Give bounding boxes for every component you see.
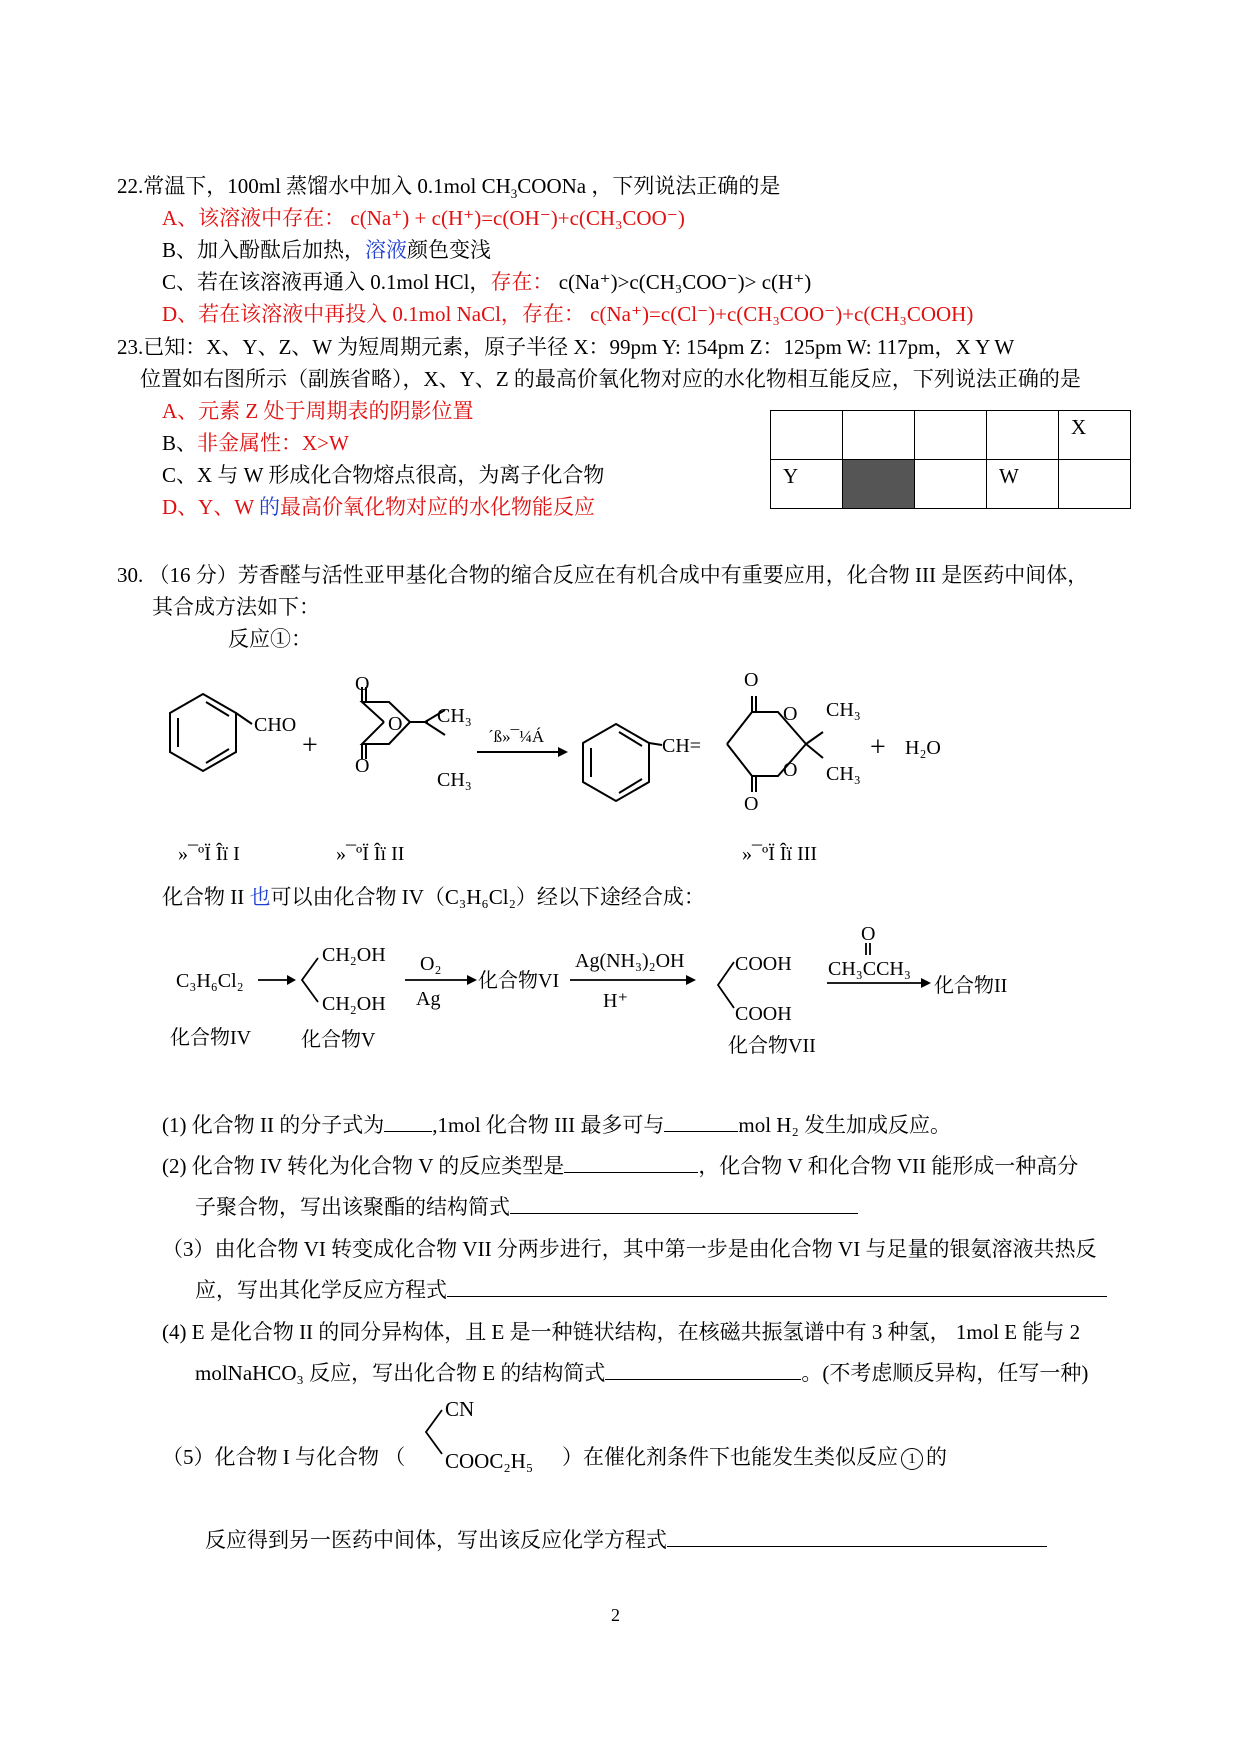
subq-1: (1) 化合物 II 的分子式为 ,1mol 化合物 III 最多可与 mol H₂ 发生加成反应。 bbox=[162, 1113, 952, 1137]
svg-text:Ag(NH₃)₂OH: Ag(NH₃)₂OH bbox=[575, 950, 685, 972]
svg-text:O: O bbox=[355, 755, 370, 777]
q23-option-b: B、非金属性：X>W bbox=[162, 431, 349, 455]
q22-option-a: A、该溶液中存在： c(Na⁺) + c(H⁺)=c(OH⁻)+c(CH₃COO⁻) bbox=[162, 206, 685, 230]
subq-4: (4) E 是化合物 II 的同分异构体，且 E 是一种链状结构，在核磁共振氢谱中有 3 种氢， 1mol E 能与 2 bbox=[162, 1320, 1081, 1344]
q22-option-d: D、若在该溶液中再投入 0.1mol NaCl，存在： c(Na⁺)=c(Cl⁻)+c(CH₃COO⁻)+c(CH₃COOH) bbox=[162, 302, 974, 326]
q23-stem-line1: 23.已知：X、Y、Z、W 为短周期元素，原子半径 X：99pm Y: 154pm Z：125pm W: 117pm，X Y W bbox=[117, 335, 1015, 359]
blank-2a[interactable] bbox=[564, 1152, 698, 1173]
svg-text:CN: CN bbox=[445, 1397, 475, 1421]
svg-text:化合物II: 化合物II bbox=[934, 975, 1008, 997]
subq-2: (2) 化合物 IV 转化为化合物 V 的反应类型是 ，化合物 V 和化合物 VII 能形成一种高分 bbox=[162, 1154, 1079, 1178]
svg-text:O: O bbox=[744, 669, 759, 691]
q23-option-d: D、Y、W 的最高价氧化物对应的水化物能反应 bbox=[162, 495, 596, 519]
q22-stem: 22.常温下，100ml 蒸馏水中加入 0.1mol $CH_3COONa$ ，下列说法正确的是 bbox=[117, 174, 781, 202]
label-compound-v: 化合物V bbox=[301, 1029, 376, 1051]
svg-text:化合物VI: 化合物VI bbox=[478, 970, 560, 992]
label-compound-iii: »¯ºÏ Îï III bbox=[742, 843, 818, 865]
cell-x: X bbox=[1059, 411, 1131, 460]
label-compound-iv: 化合物IV bbox=[170, 1027, 252, 1049]
svg-text:COOH: COOH bbox=[735, 1003, 792, 1025]
svg-text:O: O bbox=[388, 713, 403, 735]
blank-3[interactable] bbox=[447, 1276, 1107, 1297]
label-compound-ii: »¯ºÏ Îï II bbox=[336, 843, 405, 865]
catalyst-label: ´ß»¯¼Á bbox=[488, 727, 545, 746]
svg-text:CH=: CH= bbox=[662, 735, 702, 757]
route-intro: 化合物 II 也可以由化合物 IV（C₃H₆Cl₂）经以下途经合成： bbox=[162, 885, 705, 909]
subq-4-cont: molNaHCO₃ 反应，写出化合物 E 的结构简式 。(不考虑顺反异构，任写一种) bbox=[195, 1361, 1089, 1385]
q22-option-b: B、加入酚酞后加热，溶液颜色变浅 bbox=[162, 238, 492, 262]
svg-text:C₃H₆Cl₂: C₃H₆Cl₂ bbox=[176, 970, 244, 992]
reaction-scheme-2 bbox=[0, 920, 1241, 1070]
blank-4[interactable] bbox=[605, 1359, 801, 1380]
page-number: 2 bbox=[611, 1605, 620, 1625]
q23-option-c: C、X 与 W 形成化合物熔点很高，为离子化合物 bbox=[162, 463, 605, 487]
subq-5-tail: ）在催化剂条件下也能发生类似反应 1 的 bbox=[562, 1445, 947, 1469]
cho-label: CHO bbox=[254, 714, 297, 736]
blank-1b[interactable] bbox=[664, 1111, 738, 1132]
subq-5: （5）化合物 I 与化合物 （ bbox=[162, 1445, 406, 1469]
q22-option-c: C、若在该溶液再通入 0.1mol HCl，存在： c(Na⁺)>c(CH₃COO⁻)> c(H⁺) bbox=[162, 270, 812, 294]
blank-5[interactable] bbox=[667, 1526, 1047, 1547]
svg-text:COOH: COOH bbox=[735, 953, 792, 975]
label-compound-i: »¯ºÏ Îï I bbox=[178, 843, 240, 865]
svg-text:O: O bbox=[783, 703, 798, 725]
cell-w: W bbox=[987, 460, 1059, 509]
svg-text:Ag: Ag bbox=[416, 988, 441, 1010]
svg-text:CH₃: CH₃ bbox=[437, 769, 472, 791]
svg-text:COOC₂H₅: COOC₂H₅ bbox=[445, 1449, 534, 1473]
svg-text:O: O bbox=[783, 759, 798, 781]
svg-text:H₂O: H₂O bbox=[905, 737, 941, 759]
blank-2b[interactable] bbox=[510, 1193, 858, 1214]
q30-stem-line2: 其合成方法如下： bbox=[152, 595, 320, 619]
svg-text:CH₂OH: CH₂OH bbox=[322, 944, 386, 966]
subq-5-cont: 反应得到另一医药中间体，写出该反应化学方程式 bbox=[205, 1526, 1047, 1554]
subq-3: （3）由化合物 VI 转变成化合物 VII 分两步进行，其中第一步是由化合物 VI 与足量的银氨溶液共热反 bbox=[162, 1237, 1097, 1261]
svg-text:CH₃: CH₃ bbox=[437, 705, 472, 727]
svg-text:O: O bbox=[744, 793, 759, 815]
cyanoacetate-structure bbox=[420, 1395, 570, 1495]
reaction-label: 反应①： bbox=[228, 627, 312, 651]
cell-y: Y bbox=[771, 460, 843, 509]
q30-stem-line1: 30. （16 分）芳香醛与活性亚甲基化合物的缩合反应在有机合成中有重要应用，化合物 III 是医药中间体， bbox=[117, 563, 1089, 587]
q23-option-a: A、元素 Z 处于周期表的阴影位置 bbox=[162, 399, 474, 423]
subq-2-cont: 子聚合物，写出该聚酯的结构简式 bbox=[195, 1193, 858, 1221]
svg-text:CH₃: CH₃ bbox=[826, 699, 861, 721]
svg-text:O: O bbox=[355, 673, 370, 695]
periodic-table-fragment bbox=[770, 410, 1131, 509]
cell-shaded bbox=[843, 460, 915, 509]
blank-1a[interactable] bbox=[384, 1111, 432, 1132]
svg-text:CH₃: CH₃ bbox=[826, 763, 861, 785]
label-compound-vii: 化合物VII bbox=[728, 1035, 816, 1057]
circled-one-icon: 1 bbox=[901, 1448, 923, 1470]
svg-text:O: O bbox=[861, 923, 876, 945]
svg-text:+: + bbox=[302, 730, 318, 761]
svg-text:O₂: O₂ bbox=[420, 953, 442, 975]
svg-text:H⁺: H⁺ bbox=[603, 990, 628, 1012]
svg-text:CH₃CCH₃: CH₃CCH₃ bbox=[828, 958, 911, 980]
svg-text:+: + bbox=[870, 732, 886, 763]
q23-stem-line2: 位置如右图所示（副族省略），X、Y、Z 的最高价氧化物对应的水化物相互能反应，下列说法正确的是 bbox=[140, 367, 1081, 391]
svg-text:CH₂OH: CH₂OH bbox=[322, 993, 386, 1015]
reaction-scheme-1 bbox=[0, 660, 1241, 870]
subq-3-cont: 应，写出其化学反应方程式 bbox=[195, 1276, 1107, 1304]
